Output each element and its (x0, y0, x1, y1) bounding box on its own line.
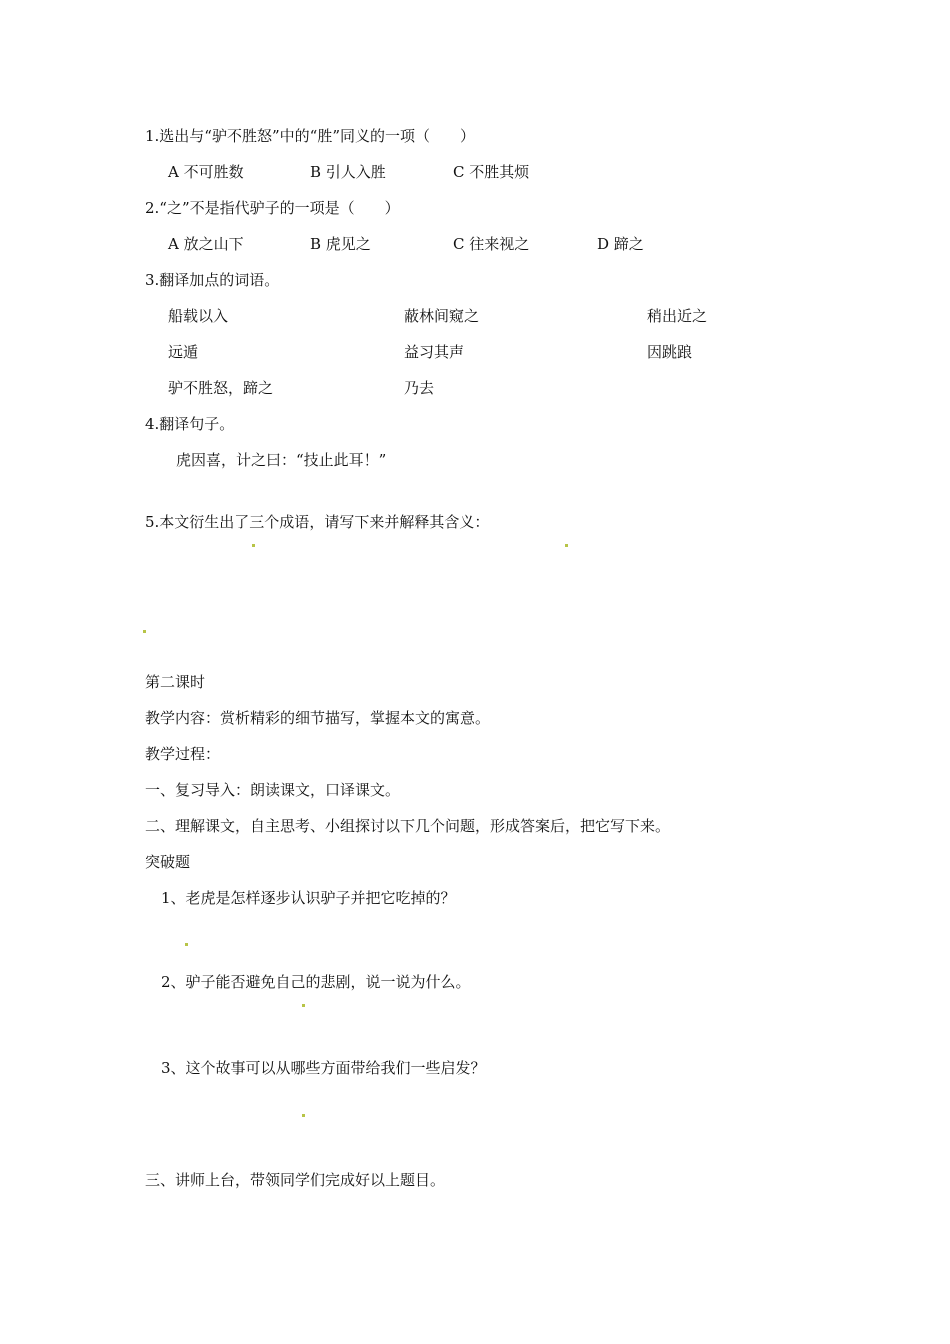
question-1-option-b: B 引人入胜 (310, 163, 386, 181)
answer-mark (565, 544, 568, 547)
question-3-word: 船载以入 (168, 307, 229, 325)
lesson-2-step-3: 三、讲师上台，带领同学们完成好以上题目。 (145, 1171, 446, 1189)
question-1-option-a: A 不可胜数 (168, 163, 244, 181)
breakthrough-question: 3、这个故事可以从哪些方面带给我们一些启发？ (161, 1059, 486, 1077)
lesson-2-step-1: 一、复习导入：朗读课文，口译课文。 (145, 781, 401, 799)
question-4-sentence: 虎因喜，计之曰：“技止此耳！” (176, 451, 387, 469)
lesson-2-content: 教学内容：赏析精彩的细节描写，掌握本文的寓意。 (145, 709, 491, 727)
answer-mark (302, 1114, 305, 1117)
question-2-option-a: A 放之山下 (168, 235, 244, 253)
question-3-word: 因跳踉 (647, 343, 693, 361)
question-3-word: 稍出近之 (647, 307, 708, 325)
question-3-word: 远遁 (168, 343, 199, 361)
answer-mark (302, 1004, 305, 1007)
question-3-word: 驴不胜怒，蹄之 (168, 379, 274, 397)
question-3-word: 蔽林间窥之 (404, 307, 480, 325)
question-2-title: 2.“之”不是指代驴子的一项是（ ） (145, 199, 400, 217)
answer-mark (185, 943, 188, 946)
lesson-2-process: 教学过程： (145, 745, 221, 763)
breakthrough-question: 2、驴子能否避免自己的悲剧，说一说为什么。 (161, 973, 471, 991)
question-1-title: 1.选出与“驴不胜怒”中的“胜”同义的一项（ ） (145, 127, 475, 145)
question-2-option-c: C 往来视之 (453, 235, 530, 253)
question-5-title: 5.本文衍生出了三个成语，请写下来并解释其含义： (145, 513, 490, 531)
answer-mark (143, 630, 146, 633)
question-2-option-d: D 蹄之 (597, 235, 644, 253)
question-3-title: 3.翻译加点的词语。 (145, 271, 280, 289)
lesson-2-heading: 第二课时 (145, 673, 206, 691)
question-4-title: 4.翻译句子。 (145, 415, 235, 433)
question-1-option-c: C 不胜其烦 (453, 163, 530, 181)
breakthrough-question: 1、老虎是怎样逐步认识驴子并把它吃掉的？ (161, 889, 456, 907)
answer-mark (252, 544, 255, 547)
question-2-option-b: B 虎见之 (310, 235, 371, 253)
question-3-word: 乃去 (404, 379, 435, 397)
lesson-2-step-2: 二、理解课文，自主思考、小组探讨以下几个问题，形成答案后，把它写下来。 (145, 817, 671, 835)
breakthrough-heading: 突破题 (145, 853, 191, 871)
question-3-word: 益习其声 (404, 343, 465, 361)
